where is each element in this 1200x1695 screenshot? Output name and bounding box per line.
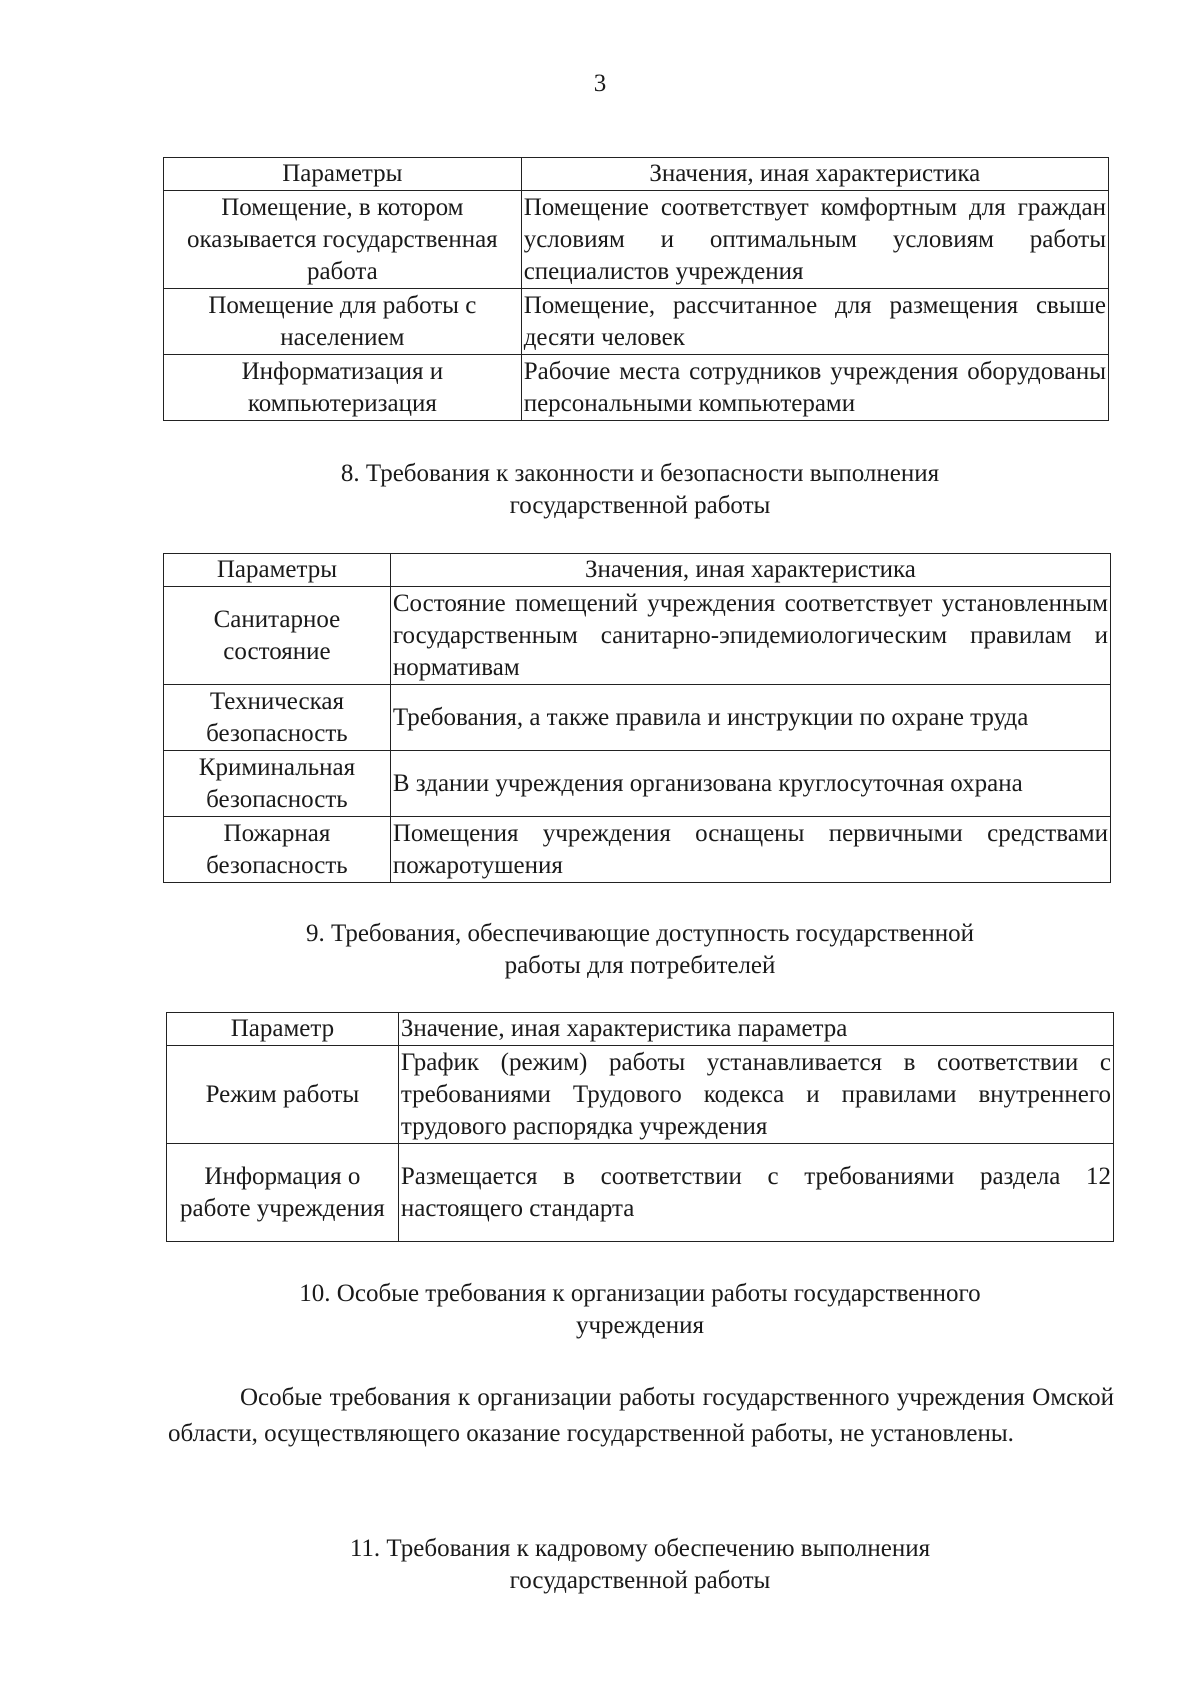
parameter-cell: Санитарное состояние	[164, 587, 391, 685]
heading-line: 8. Требования к законности и безопасности выполнения	[340, 460, 940, 487]
table-row	[164, 751, 1111, 817]
value-cell: Размещается в соответствии с требованиями раздела 12 настоящего стандарта	[398, 1144, 1113, 1242]
value-cell: График (режим) работы устанавливается в соответствии с требованиями Трудового кодекса и правилами внутреннего трудового распорядка учреждения	[398, 1046, 1113, 1144]
parameter-cell: Информатизация и компьютеризация	[164, 355, 522, 421]
page-number: 3	[593, 70, 607, 97]
table-row	[164, 817, 1111, 883]
table-row	[164, 191, 1109, 289]
parameter-cell: Криминальная безопасность	[164, 751, 391, 817]
heading-line: 11. Требования к кадровому обеспечению выполнения	[349, 1535, 931, 1562]
heading-line: государственной работы	[509, 1567, 771, 1594]
header-value: Значение, иная характеристика параметра	[398, 1013, 1113, 1046]
header-values: Значения, иная характеристика	[390, 554, 1110, 587]
parameter-cell: Информация о работе учреждения	[167, 1144, 399, 1242]
heading-line: государственной работы	[509, 492, 771, 519]
table-row	[164, 587, 1111, 685]
header-values: Значения, иная характеристика	[521, 158, 1108, 191]
table-row	[164, 685, 1111, 751]
section-heading-8	[150, 458, 1130, 522]
table-room-parameters	[163, 157, 1109, 421]
parameter-cell: Помещение для работы с населением	[164, 289, 522, 355]
section-heading-10	[150, 1278, 1130, 1342]
table-safety-requirements	[163, 553, 1111, 883]
parameter-cell: Пожарная безопасность	[164, 817, 391, 883]
section-heading-9	[150, 918, 1130, 982]
value-cell: Помещения учреждения оснащены первичными средствами пожаротушения	[390, 817, 1110, 883]
header-parameters: Параметры	[164, 554, 391, 587]
value-cell: В здании учреждения организована круглосуточная охрана	[390, 751, 1110, 817]
heading-line: работы для потребителей	[504, 952, 776, 979]
heading-line: 9. Требования, обеспечивающие доступность государственной	[306, 920, 974, 947]
table-row	[167, 1046, 1114, 1144]
section-heading-11	[150, 1533, 1130, 1597]
value-cell: Помещение соответствует комфортным для граждан условиям и оптимальным условиям работы специалистов учреждения	[521, 191, 1108, 289]
heading-line: 10. Особые требования к организации работы государственного	[299, 1280, 981, 1307]
parameter-cell: Техническая безопасность	[164, 685, 391, 751]
value-cell: Помещение, рассчитанное для размещения свыше десяти человек	[521, 289, 1108, 355]
table-row	[164, 289, 1109, 355]
header-parameters: Параметры	[164, 158, 522, 191]
value-cell: Требования, а также правила и инструкции по охране труда	[390, 685, 1110, 751]
table-accessibility	[166, 1012, 1114, 1242]
heading-line: учреждения	[575, 1312, 704, 1339]
value-cell: Состояние помещений учреждения соответствует установленным государственным санитарно-эпидемиологическим правилам и нормативам	[390, 587, 1110, 685]
table-header-row	[164, 158, 1109, 191]
table-row	[167, 1144, 1114, 1242]
header-parameter: Параметр	[167, 1013, 399, 1046]
table-row	[164, 355, 1109, 421]
parameter-cell: Помещение, в котором оказывается государственная работа	[164, 191, 522, 289]
parameter-cell: Режим работы	[167, 1046, 399, 1144]
table-header-row	[164, 554, 1111, 587]
table-header-row	[167, 1013, 1114, 1046]
value-cell: Рабочие места сотрудников учреждения оборудованы персональными компьютерами	[521, 355, 1108, 421]
section-10-paragraph: Особые требования к организации работы государственного учреждения Омской области, осуществляющего оказание государственной работы, не установлены.	[168, 1384, 1114, 1447]
